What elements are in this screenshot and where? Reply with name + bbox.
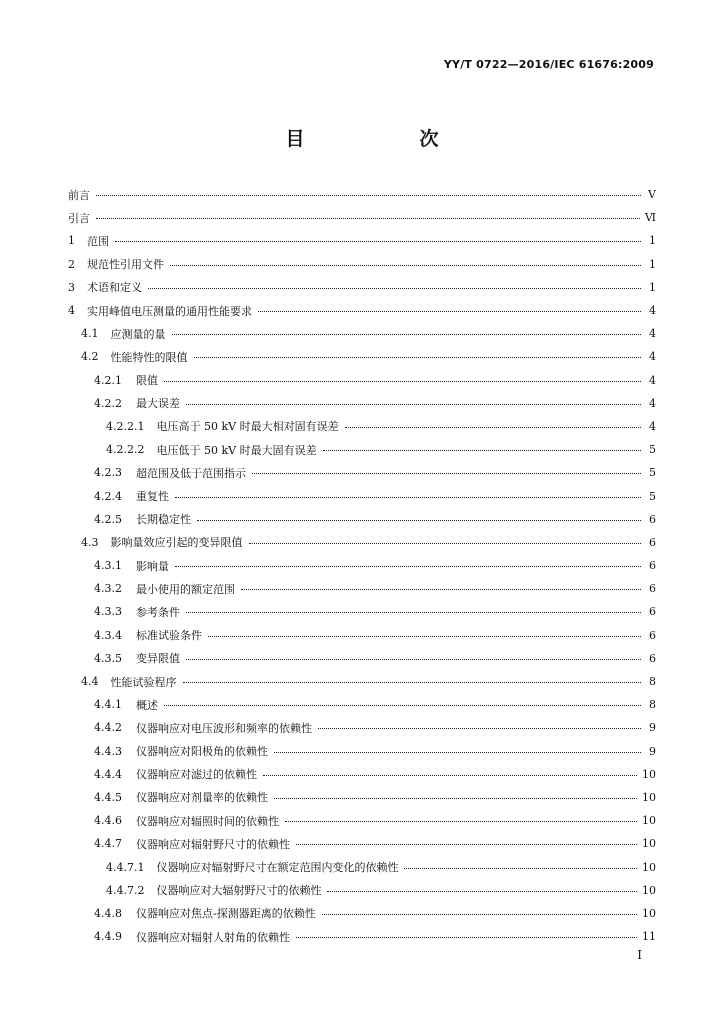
toc-entry[interactable] bbox=[68, 299, 656, 322]
toc-entry-page: 5 bbox=[649, 489, 656, 503]
toc-entry-page: 4 bbox=[649, 396, 656, 410]
toc-entry-page: 4 bbox=[649, 327, 656, 341]
toc-dot-leader bbox=[252, 473, 641, 474]
toc-dot-leader bbox=[404, 868, 637, 869]
toc-entry-number: 4.4.7 bbox=[94, 837, 122, 851]
toc-entry-page: Ⅵ bbox=[644, 211, 656, 225]
toc-entry-number: 4.3.1 bbox=[94, 559, 122, 573]
toc-entry-title: 引言 bbox=[68, 211, 90, 225]
toc-dot-leader bbox=[115, 241, 641, 242]
toc-entry-page: 6 bbox=[649, 628, 656, 642]
toc-entry-page: 6 bbox=[649, 535, 656, 549]
toc-entry-page: 5 bbox=[649, 443, 656, 457]
toc-entry-title: 限值 bbox=[136, 374, 158, 388]
toc-entry-number: 4.4.7.1 bbox=[106, 860, 145, 874]
toc-entry-page: 6 bbox=[649, 651, 656, 665]
toc-entry-number: 4.1 bbox=[81, 327, 99, 341]
toc-entry-title: 术语和定义 bbox=[87, 281, 142, 295]
toc-entry-number: 4.2.4 bbox=[94, 489, 122, 503]
toc-entry-number: 2 bbox=[68, 257, 75, 271]
toc-dot-leader bbox=[296, 937, 637, 938]
toc-entry-number: 4.2.2.1 bbox=[106, 419, 145, 433]
toc-entry-title: 仪器响应对大辐射野尺寸的依赖性 bbox=[156, 884, 322, 898]
toc-entry-page: 10 bbox=[642, 906, 656, 920]
toc-entry[interactable] bbox=[68, 693, 656, 716]
toc-entry-page: 10 bbox=[642, 860, 656, 874]
toc-entry[interactable] bbox=[68, 647, 656, 670]
toc-entry[interactable] bbox=[68, 577, 656, 600]
toc-entry[interactable] bbox=[68, 855, 656, 878]
toc-entry[interactable] bbox=[68, 206, 656, 229]
toc-entry-number: 4.3.5 bbox=[94, 651, 122, 665]
toc-entry-title: 最大误差 bbox=[136, 397, 180, 411]
toc-entry-page: 9 bbox=[649, 744, 656, 758]
toc-entry[interactable] bbox=[68, 763, 656, 786]
toc-entry-page: 10 bbox=[642, 837, 656, 851]
toc-dot-leader bbox=[327, 891, 637, 892]
toc-entry[interactable] bbox=[68, 322, 656, 345]
toc-entry[interactable] bbox=[68, 670, 656, 693]
toc-entry[interactable] bbox=[68, 786, 656, 809]
toc-entry-page: 4 bbox=[649, 373, 656, 387]
toc-entry-title: 仪器响应对辐射人射角的依赖性 bbox=[136, 930, 290, 944]
toc-dot-leader bbox=[164, 705, 641, 706]
toc-dot-leader bbox=[186, 404, 641, 405]
toc-dot-leader bbox=[274, 752, 641, 753]
toc-entry-title: 变异限值 bbox=[136, 652, 180, 666]
toc-dot-leader bbox=[172, 334, 642, 335]
toc-dot-leader bbox=[249, 543, 642, 544]
toc-entry-title: 实用峰值电压测量的通用性能要求 bbox=[87, 304, 252, 318]
toc-entry[interactable] bbox=[68, 600, 656, 623]
toc-entry[interactable] bbox=[68, 531, 656, 554]
toc-entry[interactable] bbox=[68, 345, 656, 368]
toc-entry-page: Ⅴ bbox=[648, 188, 656, 202]
toc-entry-page: 6 bbox=[649, 605, 656, 619]
toc-entry-number: 4.2.1 bbox=[94, 373, 122, 387]
toc-entry[interactable] bbox=[68, 740, 656, 763]
toc-dot-leader bbox=[345, 427, 641, 428]
toc-entry-title: 仪器响应对辐射野尺寸在额定范围内变化的依赖性 bbox=[156, 861, 399, 875]
toc-entry-number: 4.2.3 bbox=[94, 466, 122, 480]
toc-entry-title: 概述 bbox=[136, 698, 158, 712]
toc-entry-number: 4.4.6 bbox=[94, 814, 122, 828]
toc-dot-leader bbox=[263, 775, 637, 776]
toc-entry-number: 4.3.3 bbox=[94, 605, 122, 619]
toc-entry-page: 6 bbox=[649, 512, 656, 526]
toc-dot-leader bbox=[170, 265, 641, 266]
toc-entry-title: 性能试验程序 bbox=[110, 675, 177, 689]
toc-entry-page: 6 bbox=[649, 582, 656, 596]
toc-entry[interactable] bbox=[68, 832, 656, 855]
toc-entry-title: 规范性引用文件 bbox=[87, 258, 164, 272]
toc-entry-title: 影响量 bbox=[136, 559, 169, 573]
toc-entry-number: 4.3.4 bbox=[94, 628, 122, 642]
toc-entry[interactable] bbox=[68, 183, 656, 206]
toc-entry-page: 9 bbox=[649, 721, 656, 735]
toc-entry[interactable] bbox=[68, 253, 656, 276]
toc-entry-number: 4.3.2 bbox=[94, 582, 122, 596]
toc-entry-number: 4.2.5 bbox=[94, 512, 122, 526]
toc-dot-leader bbox=[318, 728, 641, 729]
toc-entry[interactable] bbox=[68, 276, 656, 299]
toc-entry-number: 1 bbox=[68, 234, 75, 248]
toc-dot-leader bbox=[148, 288, 641, 289]
toc-entry-title: 范围 bbox=[87, 234, 109, 248]
table-of-contents bbox=[68, 183, 656, 948]
toc-entry[interactable] bbox=[68, 554, 656, 577]
toc-dot-leader bbox=[194, 357, 642, 358]
toc-entry-number: 4.4 bbox=[81, 675, 99, 689]
toc-dot-leader bbox=[183, 682, 642, 683]
toc-entry-page: 10 bbox=[642, 767, 656, 781]
toc-entry-page: 4 bbox=[649, 419, 656, 433]
toc-entry[interactable] bbox=[68, 716, 656, 739]
toc-entry-title: 标准试验条件 bbox=[136, 629, 202, 643]
toc-dot-leader bbox=[241, 589, 641, 590]
toc-dot-leader bbox=[197, 520, 641, 521]
toc-entry-number: 3 bbox=[68, 280, 75, 294]
toc-entry-title: 性能特性的限值 bbox=[110, 350, 188, 364]
toc-entry[interactable] bbox=[68, 508, 656, 531]
toc-entry-number: 4.4.9 bbox=[94, 930, 122, 944]
toc-entry-page: 10 bbox=[642, 814, 656, 828]
toc-entry-title: 影响量效应引起的变异限值 bbox=[110, 536, 243, 550]
toc-entry-title: 仪器响应对辐照时间的依赖性 bbox=[136, 814, 279, 828]
toc-entry-page: 10 bbox=[642, 883, 656, 897]
toc-entry[interactable] bbox=[68, 229, 656, 252]
toc-entry-number: 4.4.5 bbox=[94, 790, 122, 804]
toc-entry-title: 仪器响应对电压波形和频率的依赖性 bbox=[136, 721, 312, 735]
toc-entry-page: 4 bbox=[649, 304, 656, 318]
toc-dot-leader bbox=[285, 821, 637, 822]
toc-entry[interactable] bbox=[68, 879, 656, 902]
toc-entry[interactable] bbox=[68, 624, 656, 647]
toc-entry[interactable] bbox=[68, 438, 656, 461]
toc-entry-page: 8 bbox=[649, 675, 656, 689]
toc-dot-leader bbox=[296, 844, 637, 845]
toc-entry-page: 1 bbox=[649, 257, 656, 271]
toc-entry-number: 4.2.2.2 bbox=[106, 443, 145, 457]
toc-dot-leader bbox=[186, 659, 641, 660]
toc-entry-number: 4.4.2 bbox=[94, 721, 122, 735]
toc-entry-number: 4.4.4 bbox=[94, 767, 122, 781]
toc-entry-title: 电压高于 50 kV 时最大相对固有误差 bbox=[156, 420, 339, 434]
toc-dot-leader bbox=[164, 381, 641, 382]
toc-entry-page: 8 bbox=[649, 698, 656, 712]
toc-dot-leader bbox=[186, 612, 641, 613]
toc-entry-title: 超范围及低于范围指示 bbox=[136, 466, 246, 480]
toc-entry-number: 4 bbox=[68, 304, 75, 318]
toc-entry[interactable] bbox=[68, 484, 656, 507]
toc-entry-number: 4.4.1 bbox=[94, 698, 122, 712]
toc-entry-title: 仪器响应对焦点-探测器距离的依赖性 bbox=[136, 907, 316, 921]
toc-entry-number: 4.4.7.2 bbox=[106, 883, 145, 897]
toc-entry-title: 前言 bbox=[68, 188, 90, 202]
toc-entry-title: 仪器响应对阳极角的依赖性 bbox=[136, 745, 268, 759]
toc-entry[interactable] bbox=[68, 369, 656, 392]
standard-number: YY/T 0722—2016/IEC 61676:2009 bbox=[443, 58, 654, 71]
toc-entry-page: 6 bbox=[649, 559, 656, 573]
toc-entry[interactable] bbox=[68, 415, 656, 438]
toc-entry-page: 5 bbox=[649, 466, 656, 480]
toc-entry[interactable] bbox=[68, 461, 656, 484]
toc-dot-leader bbox=[175, 497, 641, 498]
toc-entry-title: 电压低于 50 kV 时最大固有误差 bbox=[156, 443, 317, 457]
toc-entry-title: 仪器响应对辐射野尺寸的依赖性 bbox=[136, 837, 290, 851]
toc-entry-title: 长期稳定性 bbox=[136, 513, 191, 527]
toc-entry-page: 10 bbox=[642, 790, 656, 804]
toc-entry-title: 仪器响应对剂量率的依赖性 bbox=[136, 791, 268, 805]
toc-entry[interactable] bbox=[68, 925, 656, 948]
toc-entry-number: 4.3 bbox=[81, 535, 99, 549]
toc-entry[interactable] bbox=[68, 392, 656, 415]
toc-entry-number: 4.4.8 bbox=[94, 906, 122, 920]
toc-entry-number: 4.2.2 bbox=[94, 396, 122, 410]
toc-dot-leader bbox=[274, 798, 637, 799]
toc-dot-leader bbox=[96, 218, 640, 219]
toc-entry-title: 参考条件 bbox=[136, 605, 180, 619]
toc-entry-title: 仪器响应对滤过的依赖性 bbox=[136, 768, 257, 782]
toc-dot-leader bbox=[208, 636, 641, 637]
toc-entry-page: 11 bbox=[642, 930, 656, 944]
toc-entry[interactable] bbox=[68, 902, 656, 925]
toc-entry-page: 1 bbox=[649, 234, 656, 248]
toc-entry-number: 4.2 bbox=[81, 350, 99, 364]
page-number: I bbox=[637, 948, 642, 962]
toc-entry-title: 应测量的量 bbox=[110, 327, 166, 341]
toc-dot-leader bbox=[175, 566, 641, 567]
toc-dot-leader bbox=[323, 450, 641, 451]
toc-entry-page: 1 bbox=[649, 280, 656, 294]
toc-entry-title: 最小使用的额定范围 bbox=[136, 582, 235, 596]
toc-dot-leader bbox=[258, 311, 641, 312]
toc-entry-number: 4.4.3 bbox=[94, 744, 122, 758]
page-title: 目 次 bbox=[285, 128, 487, 150]
toc-entry-page: 4 bbox=[649, 350, 656, 364]
toc-entry[interactable] bbox=[68, 809, 656, 832]
toc-entry-title: 重复性 bbox=[136, 490, 169, 504]
toc-dot-leader bbox=[96, 195, 641, 196]
toc-dot-leader bbox=[322, 914, 637, 915]
